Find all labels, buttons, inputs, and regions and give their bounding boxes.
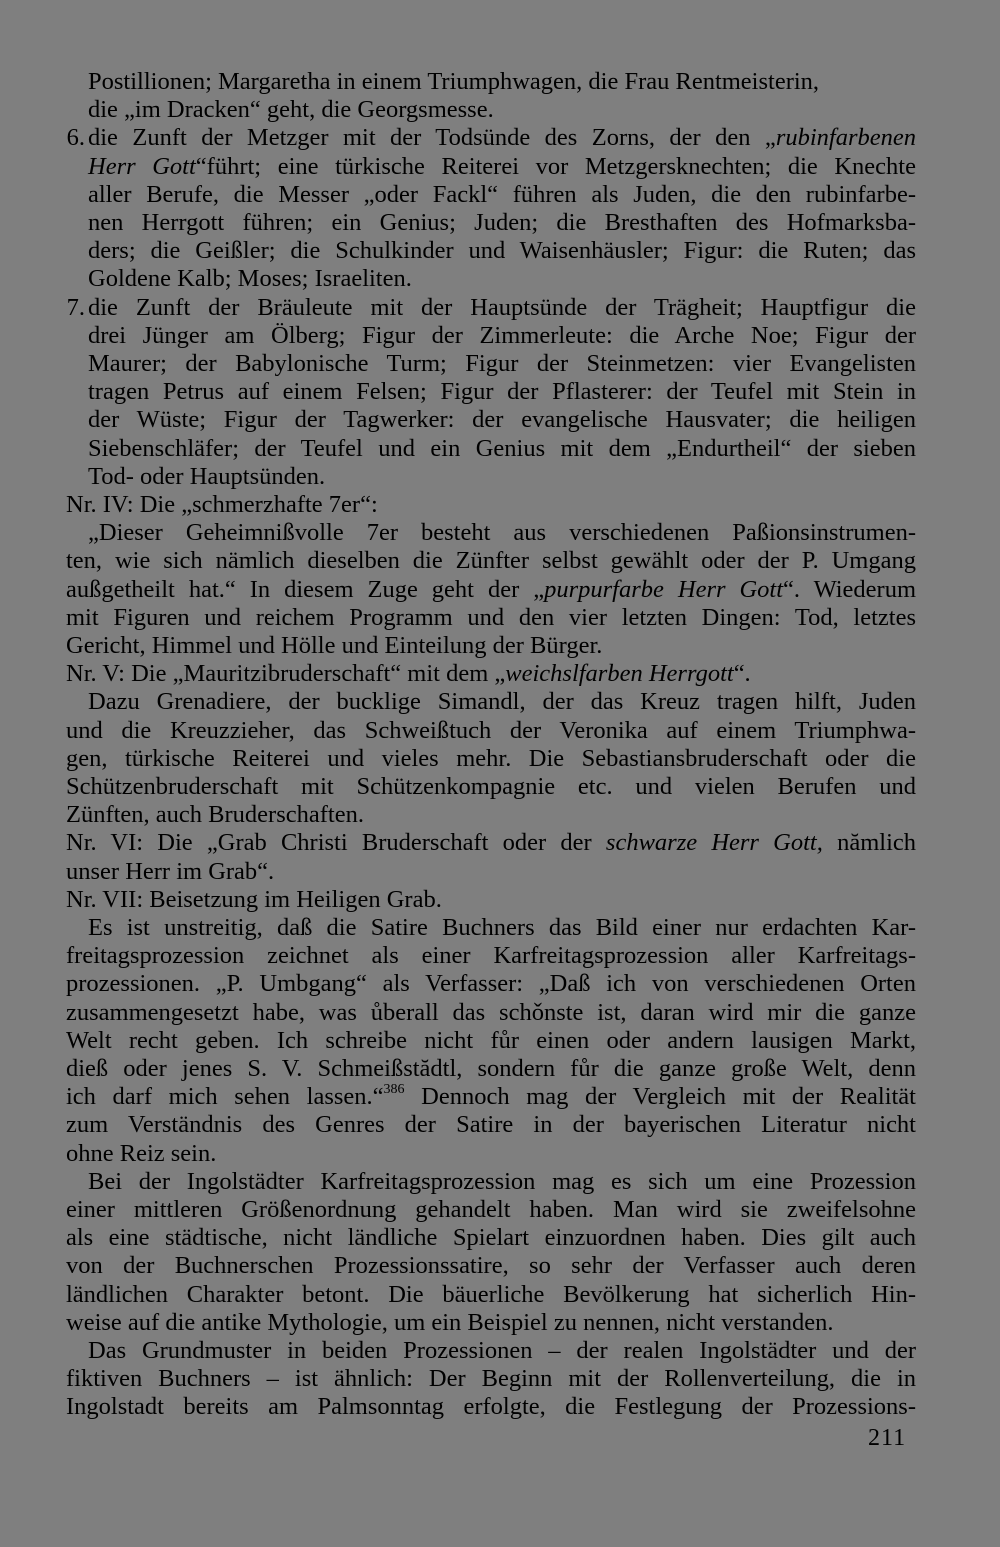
text-span: Nr. VI: Die „Grab Christi Bruderschaft oder der (66, 829, 606, 856)
text-line (88, 68, 916, 96)
text-span: weise auf die antike Mythologie, um ein Beispiel zu nennen, nicht verstanden. (66, 1309, 834, 1336)
text-line (88, 350, 916, 378)
list-item-number: 7. (66, 294, 85, 321)
text-span: die „im Dracken“ geht, die Georgsmesse. (88, 96, 494, 123)
text-line (88, 265, 916, 293)
text-span: Nr. IV: Die „schmerzhafte 7er“: (66, 491, 378, 518)
text-line (66, 1083, 916, 1111)
text-line (66, 1140, 916, 1168)
text-line (66, 942, 916, 970)
text-span: ders; die Geißler; die Schulkinder und Waisenhäusler; Figur: die Ruten; das (88, 237, 916, 264)
text-span: zum Verständnis des Genres der Satire in der bayerischen Literatur nicht (66, 1111, 916, 1138)
text-line (66, 604, 916, 632)
text-line (66, 773, 916, 801)
text-span: Zünften, auch Bruderschaften. (66, 801, 364, 828)
text-span: “führt; eine türkische Reiterei vor Metzgersknechten; die Knechte (195, 153, 916, 180)
text-line (66, 1055, 916, 1083)
text-span: Es ist unstreitig, daß die Satire Buchners das Bild einer nur erdachten Kar- (88, 914, 916, 941)
text-span: ländlichen Charakter betont. Die bäuerliche Bevölkerung hat sicherlich Hin- (66, 1281, 916, 1308)
text-line (88, 96, 916, 124)
text-line (88, 435, 916, 463)
text-span: drei Jünger am Ölberg; Figur der Zimmerleute: die Arche Noe; Figur der (88, 322, 916, 349)
text-span: mit Figuren und reichem Programm und den vier letzten Dingen: Tod, letztes (66, 604, 916, 631)
text-span: Das Grundmuster in beiden Prozessionen – der realen Ingolstädter und der (88, 1337, 916, 1364)
text-span: prozessionen. „P. Umbgang“ als Verfasser: „Daß ich von verschiedenen Orten (66, 970, 916, 997)
text-line (66, 547, 916, 575)
text-line (66, 1309, 916, 1337)
page-number: 211 (868, 1425, 907, 1451)
text-line (88, 209, 916, 237)
text-line (66, 632, 916, 660)
text-line (88, 124, 916, 152)
text-span: gen, türkische Reiterei und vieles mehr. Die Sebastiansbruderschaft oder die (66, 745, 916, 772)
text-span: tragen Petrus auf einem Felsen; Figur der Pflasterer: der Teufel mit Stein in (88, 378, 916, 405)
text-line (66, 660, 916, 688)
text-line (66, 1224, 916, 1252)
text-line (88, 914, 916, 942)
text-line (88, 153, 916, 181)
text-span: fiktiven Buchners – ist ähnlich: Der Beginn mit der Rollenverteilung, die in (66, 1365, 916, 1392)
text-line (66, 1281, 916, 1309)
text-span: Gericht, Himmel und Hölle und Einteilung der Bürger. (66, 632, 603, 659)
text-line (66, 858, 916, 886)
text-span: als eine städtische, nicht ländliche Spielart einzuordnen haben. Dies gilt auch (66, 1224, 916, 1251)
text-span: nen Herrgott führen; ein Genius; Juden; die Bresthaften des Hofmarksba- (88, 209, 916, 236)
text-span: Tod- oder Hauptsünden. (88, 463, 326, 490)
text-span: Bei der Ingolstädter Karfreitagsprozession mag es sich um eine Prozession (88, 1168, 916, 1195)
text-line (88, 237, 916, 265)
text-span: zusammengesetzt habe, was ůberall das schǒnste ist, daran wird mir die ganze (66, 999, 916, 1026)
text-span: nămlich (822, 829, 917, 856)
text-span: „Dieser Geheimnißvolle 7er besteht aus verschiedenen Paßionsinstrumen- (88, 519, 916, 546)
text-line (88, 406, 916, 434)
text-span: Welt recht geben. Ich schreibe nicht fůr einen oder andern lausigen Markt, (66, 1027, 916, 1054)
text-line (66, 829, 916, 857)
footnote-reference: 386 (383, 1082, 405, 1097)
text-span: Maurer; der Babylonische Turm; Figur der Steinmetzen: vier Evangelisten (88, 350, 916, 377)
text-line (88, 688, 916, 716)
text-span: und die Kreuzzieher, das Schweißtuch der Veronika auf einem Triumphwa- (66, 717, 916, 744)
text-span: unser Herr im Grab“. (66, 858, 275, 885)
text-line (66, 491, 916, 519)
text-span: ich darf mich sehen lassen.“ (66, 1083, 384, 1110)
text-span: aller Berufe, die Messer „oder Fackl“ führen als Juden, die den rubinfarbe- (88, 181, 916, 208)
text-line (88, 294, 916, 322)
text-line (88, 378, 916, 406)
text-span: Postillionen; Margaretha in einem Triumphwagen, die Frau Rentmeisterin, (88, 68, 820, 95)
text-line (66, 1027, 916, 1055)
text-line (88, 463, 916, 491)
text-line (66, 1196, 916, 1224)
text-span: Dazu Grenadiere, der bucklige Simandl, der das Kreuz tragen hilft, Juden (88, 688, 916, 715)
italic-text: rubinfarbenen (775, 124, 916, 151)
text-span: ten, wie sich nämlich dieselben die Zünfter selbst gewählt oder der P. Umgang (66, 547, 916, 574)
text-line (88, 519, 916, 547)
text-span: Schützenbruderschaft mit Schützenkompagnie etc. und vielen Berufen und (66, 773, 916, 800)
text-span: Goldene Kalb; Moses; Israeliten. (88, 265, 412, 292)
text-span: Nr. V: Die „Mauritzibruderschaft“ mit dem „ (66, 660, 506, 687)
text-line (66, 970, 916, 998)
text-line (66, 745, 916, 773)
text-span: Ingolstadt bereits am Palmsonntag erfolgte, die Festlegung der Prozessions- (66, 1393, 916, 1420)
text-line (66, 1393, 916, 1421)
text-line (88, 1168, 916, 1196)
text-span: die Zunft der Bräuleute mit der Hauptsünde der Trägheit; Hauptfigur die (88, 294, 916, 321)
text-span: Dennoch mag der Vergleich mit der Realität (404, 1083, 916, 1110)
text-line (66, 576, 916, 604)
list-item-number: 6. (66, 124, 85, 151)
text-line (66, 886, 916, 914)
italic-text: weichslfarben Herrgott (505, 660, 734, 687)
italic-text: schwarze Herr Gott, (605, 829, 823, 856)
text-line (66, 801, 916, 829)
text-line (66, 999, 916, 1027)
text-span: einer mittleren Größenordnung gehandelt haben. Man wird sie zweifelsohne (66, 1196, 916, 1223)
italic-text: Herr Gott (88, 153, 196, 180)
text-line (66, 1365, 916, 1393)
text-span: Siebenschläfer; der Teufel und ein Genius mit dem „Endurtheil“ der sieben (88, 435, 916, 462)
text-line (88, 181, 916, 209)
text-span: der Wüste; Figur der Tagwerker: der evangelische Hausvater; die heiligen (88, 406, 916, 433)
text-span: ohne Reiz sein. (66, 1140, 217, 1167)
text-span: Nr. VII: Beisetzung im Heiligen Grab. (66, 886, 442, 913)
text-line (66, 1111, 916, 1139)
text-span: von der Buchnerschen Prozessionssatire, so sehr der Verfasser auch deren (66, 1252, 916, 1279)
italic-text: purpurfarbe Herr Gott (544, 576, 784, 603)
text-span: dieß oder jenes S. V. Schmeißstădtl, sondern fůr die ganze große Welt, denn (66, 1055, 916, 1082)
text-line (66, 717, 916, 745)
text-line (88, 322, 916, 350)
text-line (66, 1252, 916, 1280)
text-span: “. Wiederum (783, 576, 916, 603)
text-span: “. (733, 660, 751, 687)
text-span: freitagsprozession zeichnet als einer Karfreitagsprozession aller Karfreitags- (66, 942, 916, 969)
text-span: außgetheilt hat.“ In diesem Zuge geht der „ (66, 576, 545, 603)
text-line (88, 1337, 916, 1365)
text-span: die Zunft der Metzger mit der Todsünde des Zorns, der den „ (88, 124, 776, 151)
